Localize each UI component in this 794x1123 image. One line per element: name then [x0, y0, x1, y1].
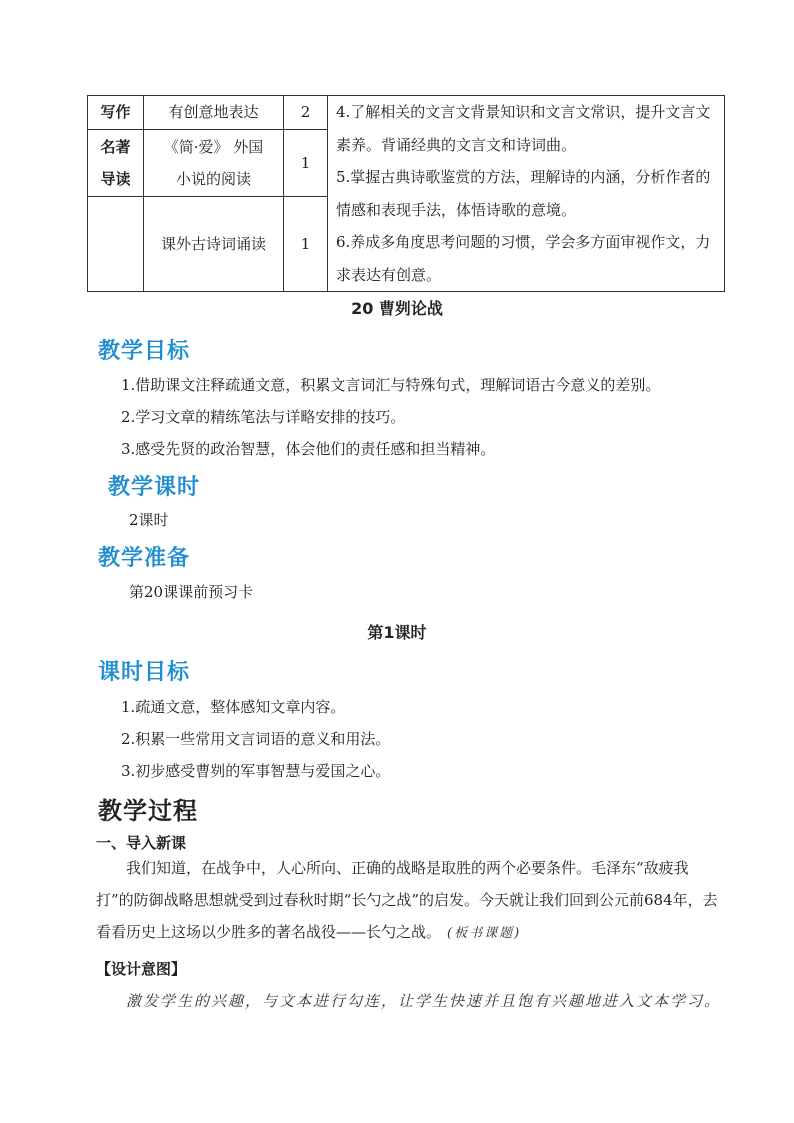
lesson-title: 20 曹刿论战: [351, 299, 443, 318]
category-cell: 写作: [88, 96, 144, 130]
category-cell: 名著导读: [88, 129, 144, 196]
design-intent-text: 激发学生的兴趣，与文本进行勾连，让学生快速并且饱有兴趣地进入文本学习。: [126, 992, 722, 1010]
goal-item: 5.掌握古典诗歌鉴赏的方法，理解诗的内涵，分析作者的情感和表现手法，体悟诗歌的意境。: [336, 168, 711, 219]
period-goal-item: 3.初步感受曹刿的军事智慧与爱国之心。: [121, 762, 391, 780]
section-title: 一、导入新课: [96, 834, 187, 852]
hours-cell: 1: [284, 196, 328, 291]
content-cell: 有创意地表达: [144, 96, 284, 130]
period-title: 第1课时: [367, 623, 427, 642]
goal-item: 1.借助课文注释疏通文意，积累文言词汇与特殊句式，理解词语古今意义的差别。: [121, 376, 661, 394]
goal-item: 2.学习文章的精练笔法与详略安排的技巧。: [121, 408, 406, 426]
hours-cell: 2: [284, 96, 328, 130]
process-heading: 教学过程: [98, 797, 198, 825]
unit-plan-table: [87, 95, 725, 292]
teaching-prep-heading: 教学准备: [98, 546, 191, 571]
goal-item: 4.了解相关的文言文背景知识和文言文常识，提升文言文素养。背诵经典的文言文和诗词曲。: [336, 103, 711, 154]
paragraph-text: 我们知道，在战争中，人心所向、正确的战略是取胜的两个必要条件。毛泽东“敌疲我打”的防御战略思想就受到过春秋时期“长勺之战”的启发。今天就让我们回到公元前684年，去看看历史上这场以少胜多的著名战役——长勺之战。: [96, 859, 718, 941]
teaching-hours-heading: 教学课时: [108, 475, 201, 500]
table-row: [88, 96, 725, 130]
period-goal-item: 1.疏通文意，整体感知文章内容。: [121, 698, 346, 716]
content-cell: 课外古诗词诵读: [144, 196, 284, 291]
teaching-hours-value: 2课时: [129, 511, 169, 529]
period-goal-item: 2.积累一些常用文言词语的意义和用法。: [121, 730, 391, 748]
section-paragraph: [96, 852, 726, 950]
content-cell: 《简·爱》 外国小说的阅读: [144, 129, 284, 196]
design-intent-label: 【设计意图】: [96, 960, 187, 978]
hours-cell: 1: [284, 129, 328, 196]
goal-item: 3.感受先贤的政治智慧，体会他们的责任感和担当精神。: [121, 440, 496, 458]
board-note: (板书课题): [447, 926, 522, 941]
category-cell: [88, 196, 144, 291]
period-goals-heading: 课时目标: [98, 660, 191, 685]
teaching-goals-heading: 教学目标: [98, 339, 191, 364]
teaching-prep-value: 第20课课前预习卡: [129, 583, 254, 601]
goals-cell: [328, 96, 725, 292]
goal-item: 6.养成多角度思考问题的习惯，学会多方面审视作文，力求表达有创意。: [336, 233, 711, 284]
